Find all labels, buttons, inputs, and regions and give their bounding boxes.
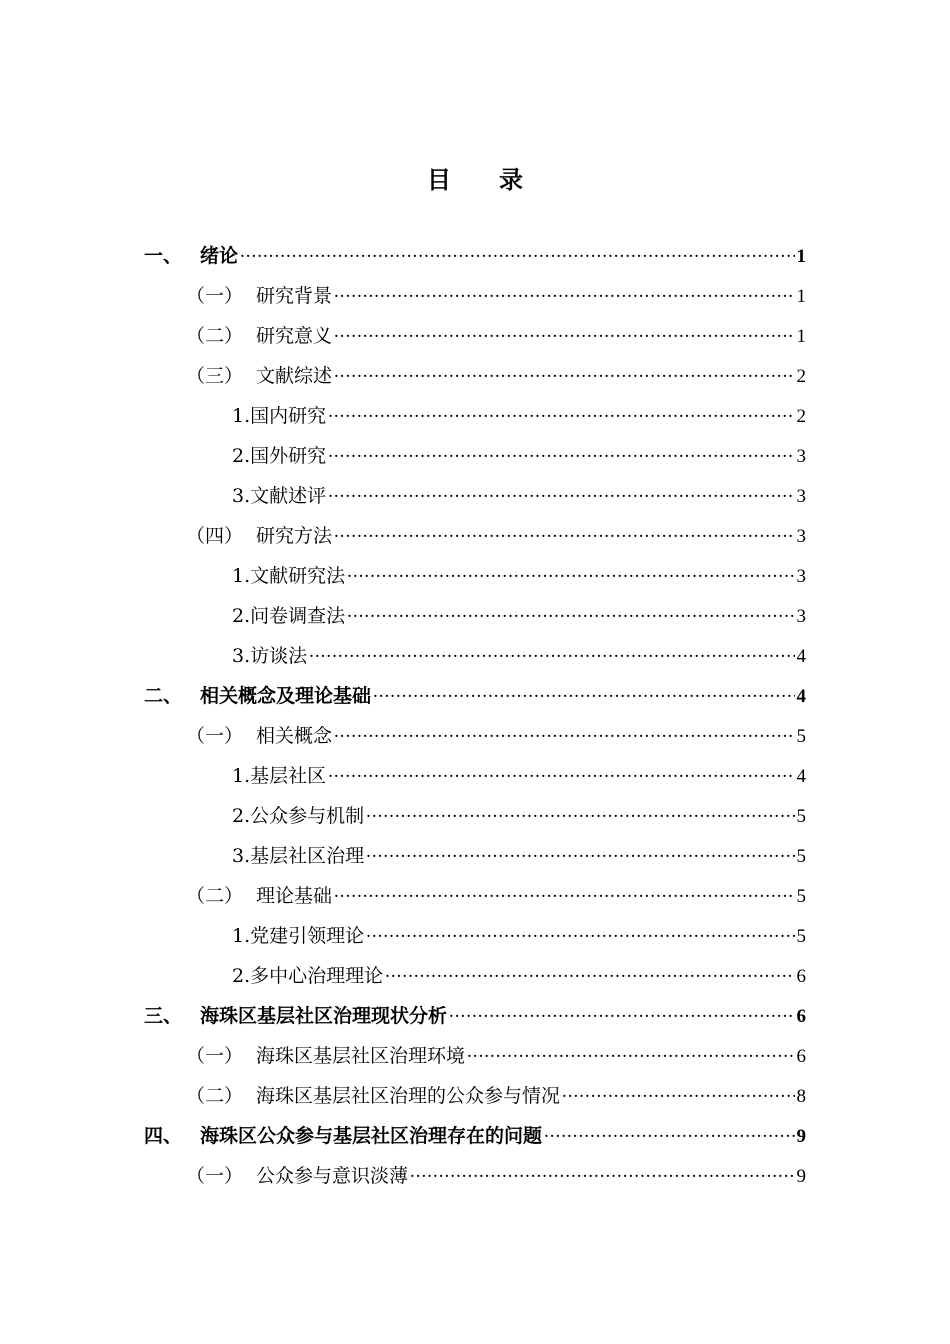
toc-entry[interactable] [186, 876, 806, 916]
toc-dot-leader [334, 526, 794, 546]
toc-entry-number: 二、 [144, 685, 183, 707]
toc-dot-leader [366, 926, 794, 946]
toc-entry-title: 海珠区基层社区治理现状分析 [200, 1005, 448, 1027]
toc-entry-title: 研究方法 [256, 525, 333, 547]
toc-entry-page: 5 [796, 726, 806, 747]
toc-entry-number: 1. [232, 765, 251, 787]
toc-entry[interactable] [186, 516, 806, 556]
toc-entry[interactable] [186, 716, 806, 756]
toc-entry-title: 公众参与意识淡薄 [256, 1165, 409, 1187]
toc-entry-title: 基层社区治理 [250, 845, 365, 867]
toc-entry-title: 相关概念及理论基础 [200, 685, 372, 707]
toc-entry[interactable] [232, 636, 806, 676]
toc-entry[interactable] [232, 836, 806, 876]
toc-entry-number: （二） [186, 325, 244, 347]
toc-entry-title: 公众参与机制 [250, 805, 365, 827]
toc-entry-number: 3. [232, 645, 251, 667]
toc-entry[interactable] [186, 1156, 806, 1196]
toc-entry-page: 4 [796, 686, 806, 707]
toc-entry-number: 1. [232, 925, 251, 947]
toc-dot-leader [334, 366, 794, 386]
toc-entry-page: 9 [796, 1166, 806, 1187]
toc-entry[interactable] [186, 1036, 806, 1076]
toc-entry[interactable] [232, 916, 806, 956]
toc-dot-leader [309, 646, 794, 666]
toc-entry-title: 多中心治理理论 [250, 965, 384, 987]
toc-dot-leader [366, 806, 794, 826]
toc-entry-title: 绪论 [200, 245, 239, 267]
toc-title [0, 160, 950, 195]
toc-entry-page: 6 [796, 966, 806, 987]
toc-entry-number: 2. [232, 605, 251, 627]
toc-entry-number: 四、 [144, 1125, 183, 1147]
toc-dot-leader [562, 1086, 794, 1106]
toc-entry-title: 文献述评 [250, 485, 327, 507]
toc-entry-number: （一） [186, 725, 244, 747]
toc-entry[interactable] [144, 236, 806, 276]
toc-entry[interactable] [232, 796, 806, 836]
toc-entry-title: 研究背景 [256, 285, 333, 307]
toc-entry-number: （四） [186, 525, 244, 547]
toc-entry-page: 3 [796, 566, 806, 587]
toc-dot-leader [334, 286, 794, 306]
toc-dot-leader [467, 1046, 794, 1066]
toc-dot-leader [334, 326, 794, 346]
toc-entry[interactable] [144, 1116, 806, 1156]
toc-dot-leader [347, 566, 794, 586]
toc-entry-number: （三） [186, 365, 244, 387]
toc-dot-leader [328, 766, 794, 786]
toc-entry-number: （一） [186, 1165, 244, 1187]
toc-entry-page: 1 [796, 326, 806, 347]
toc-title-right: 录 [499, 165, 523, 194]
toc-entry[interactable] [144, 676, 806, 716]
toc-entry-number: 2. [232, 445, 251, 467]
toc-entry[interactable] [186, 276, 806, 316]
toc-entry-page: 4 [796, 646, 806, 667]
toc-dot-leader [328, 406, 794, 426]
toc-entry-number: 1. [232, 405, 251, 427]
toc-entry-number: （一） [186, 285, 244, 307]
toc-entry-title: 海珠区公众参与基层社区治理存在的问题 [200, 1125, 543, 1147]
toc-entry-title: 相关概念 [256, 725, 333, 747]
toc-entry-page: 3 [796, 526, 806, 547]
toc-entry[interactable] [232, 596, 806, 636]
toc-entry-number: 三、 [144, 1005, 183, 1027]
toc-entry[interactable] [186, 316, 806, 356]
toc-entry[interactable] [232, 556, 806, 596]
toc-dot-leader [334, 726, 794, 746]
toc-dot-leader [334, 886, 794, 906]
toc-entry-number: 3. [232, 485, 251, 507]
toc-entry-page: 3 [796, 446, 806, 467]
toc-dot-leader [366, 846, 794, 866]
toc-dot-leader [328, 446, 794, 466]
toc-entry-title: 基层社区 [250, 765, 327, 787]
toc-entry-page: 5 [796, 846, 806, 867]
toc-entry-title: 问卷调查法 [250, 605, 346, 627]
toc-entry-page: 6 [796, 1046, 806, 1067]
toc-entry-title: 研究意义 [256, 325, 333, 347]
toc-dot-leader [347, 606, 794, 626]
toc-entry[interactable] [232, 756, 806, 796]
toc-title-left: 目 [427, 165, 451, 194]
toc-entry-title: 访谈法 [250, 645, 308, 667]
toc-dot-leader [449, 1006, 794, 1026]
toc-entry[interactable] [232, 476, 806, 516]
toc-entry-title: 文献研究法 [250, 565, 346, 587]
toc-dot-leader [328, 486, 794, 506]
toc-entry-title: 海珠区基层社区治理环境 [256, 1045, 466, 1067]
toc-entry-number: 1. [232, 565, 251, 587]
toc-entry[interactable] [232, 396, 806, 436]
toc-entry[interactable] [186, 1076, 806, 1116]
toc-dot-leader [410, 1166, 794, 1186]
toc-entry[interactable] [232, 956, 806, 996]
toc-entry-page: 5 [796, 886, 806, 907]
toc-entry-number: 3. [232, 845, 251, 867]
toc-dot-leader [240, 246, 794, 266]
toc-entry-title: 海珠区基层社区治理的公众参与情况 [256, 1085, 561, 1107]
toc-entry-page: 9 [796, 1126, 806, 1147]
toc-dot-leader [544, 1126, 794, 1146]
toc-entry-page: 8 [796, 1086, 806, 1107]
toc-entry-number: 2. [232, 805, 251, 827]
toc-entry-page: 1 [796, 286, 806, 307]
toc-entry-page: 3 [796, 486, 806, 507]
toc-entry-number: （一） [186, 1045, 244, 1067]
toc-entry[interactable] [144, 996, 806, 1036]
toc-entry-page: 2 [796, 406, 806, 427]
toc-entry-page: 5 [796, 806, 806, 827]
toc-entry-title: 国内研究 [250, 405, 327, 427]
toc-entry[interactable] [232, 436, 806, 476]
toc-entry-page: 6 [796, 1006, 806, 1027]
toc-entry-page: 1 [796, 246, 806, 267]
toc-entry-page: 4 [796, 766, 806, 787]
toc-entry-page: 3 [796, 606, 806, 627]
toc-entry-page: 5 [796, 926, 806, 947]
toc-dot-leader [373, 686, 794, 706]
toc-dot-leader [385, 966, 794, 986]
toc-entry[interactable] [186, 356, 806, 396]
toc-entry-page: 2 [796, 366, 806, 387]
toc-entry-title: 国外研究 [250, 445, 327, 467]
toc-entry-title: 理论基础 [256, 885, 333, 907]
toc-entry-number: （二） [186, 1085, 244, 1107]
toc-entry-title: 文献综述 [256, 365, 333, 387]
toc-entry-number: 一、 [144, 245, 183, 267]
toc-entry-number: （二） [186, 885, 244, 907]
toc-entry-title: 党建引领理论 [250, 925, 365, 947]
toc-entry-number: 2. [232, 965, 251, 987]
